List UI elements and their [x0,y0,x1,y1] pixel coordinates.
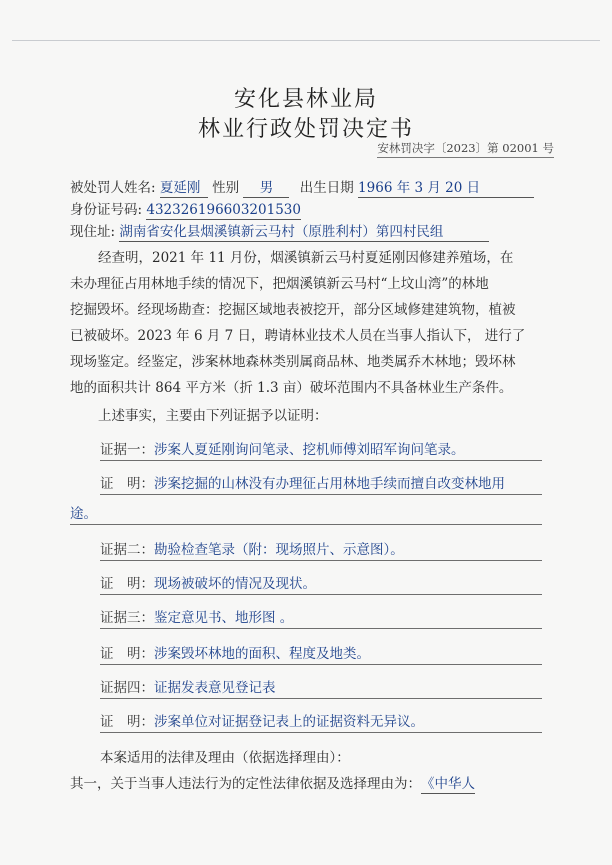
proof-label: 证 明： [100,576,154,592]
document-number: 安林罚决字〔2023〕第 02001 号 [377,140,554,158]
party-birth: 1966 年 3 月 20 日 [358,176,534,198]
evidence-4 [100,678,542,699]
party-name: 夏延刚 [160,176,208,198]
sex-label: 性别 [212,180,240,196]
party-sex: 男 [243,176,289,198]
facts-line-1: 经查明，2021 年 11 月份，烟溪镇新云马村夏延刚因修建养殖场，在 [98,250,514,266]
evidence-text: 鉴定意见书、地形图 。 [154,610,294,626]
party-id-row [70,198,301,220]
proof-3 [100,644,542,665]
evidence-label: 证据一： [100,442,154,458]
proof-4 [100,712,542,733]
document-title: 林业行政处罚决定书 [197,117,414,142]
law-first-ref: 《中华人 [421,772,475,794]
facts-line-4: 已被破坏。2023 年 6 月 7 日，聘请林业技术人员在当事人指认下， 进行了 [70,328,526,344]
proof-2 [100,574,542,595]
evidence-1 [100,440,542,461]
evidence-3 [100,608,542,629]
proof-text: 涉案单位对证据登记表上的证据资料无异议。 [154,714,424,730]
proof-label: 证 明： [100,646,154,662]
id-label: 身份证号码: [70,202,143,218]
proof-label: 证 明： [100,476,154,492]
agency-title: 安化县林业局 [233,87,378,112]
law-intro: 本案适用的法律及理由（依据选择理由）： [100,750,350,766]
party-address-row [70,220,489,242]
proof-label: 证 明： [100,714,154,730]
proof-text: 现场被破坏的情况及现状。 [154,576,316,592]
evidence-text: 勘验检查笔录（附：现场照片、示意图）。 [154,542,404,558]
evidence-intro: 上述事实，主要由下列证据予以证明： [98,408,328,424]
law-first-row [70,772,475,794]
evidence-label: 证据二： [100,542,154,558]
evidence-text: 涉案人夏延刚询问笔录、挖机师傅刘昭军询问笔录。 [154,442,465,458]
facts-line-3: 挖掘毁坏。经现场勘查：挖掘区域地表被挖开，部分区域修建建筑物，植被 [70,302,516,318]
evidence-label: 证据三： [100,610,154,626]
evidence-text: 证据发表意见登记表 [154,680,276,696]
party-address: 湖南省安化县烟溪镇新云马村（原胜利村）第四村民组 [119,220,489,242]
proof-text: 涉案毁坏林地的面积、程度及地类。 [154,646,370,662]
party-id: 432326196603201530 [146,202,301,218]
facts-line-6: 地的面积共计 864 平方米（折 1.3 亩）破坏范围内不具备林业生产条件。 [70,380,513,396]
law-first: 其一，关于当事人违法行为的定性法律依据及选择理由为： [70,776,421,792]
top-divider [12,40,600,41]
proof-1-cont [70,504,542,525]
name-label: 被处罚人姓名: [70,180,156,196]
party-name-row [70,176,534,198]
address-label: 现住址: [70,224,116,240]
proof-1 [100,474,542,495]
proof-text: 途。 [70,506,97,522]
facts-line-2: 未办理征占用林地手续的情况下，把烟溪镇新云马村“上坟山湾”的林地 [70,276,489,292]
facts-line-5: 现场鉴定。经鉴定，涉案林地森林类别属商品林、地类属乔木林地；毁坏林 [70,354,516,370]
evidence-2 [100,540,542,561]
evidence-label: 证据四： [100,680,154,696]
proof-text: 涉案挖掘的山林没有办理征占用林地手续而擅自改变林地用 [154,476,505,492]
birth-label: 出生日期 [299,180,354,196]
